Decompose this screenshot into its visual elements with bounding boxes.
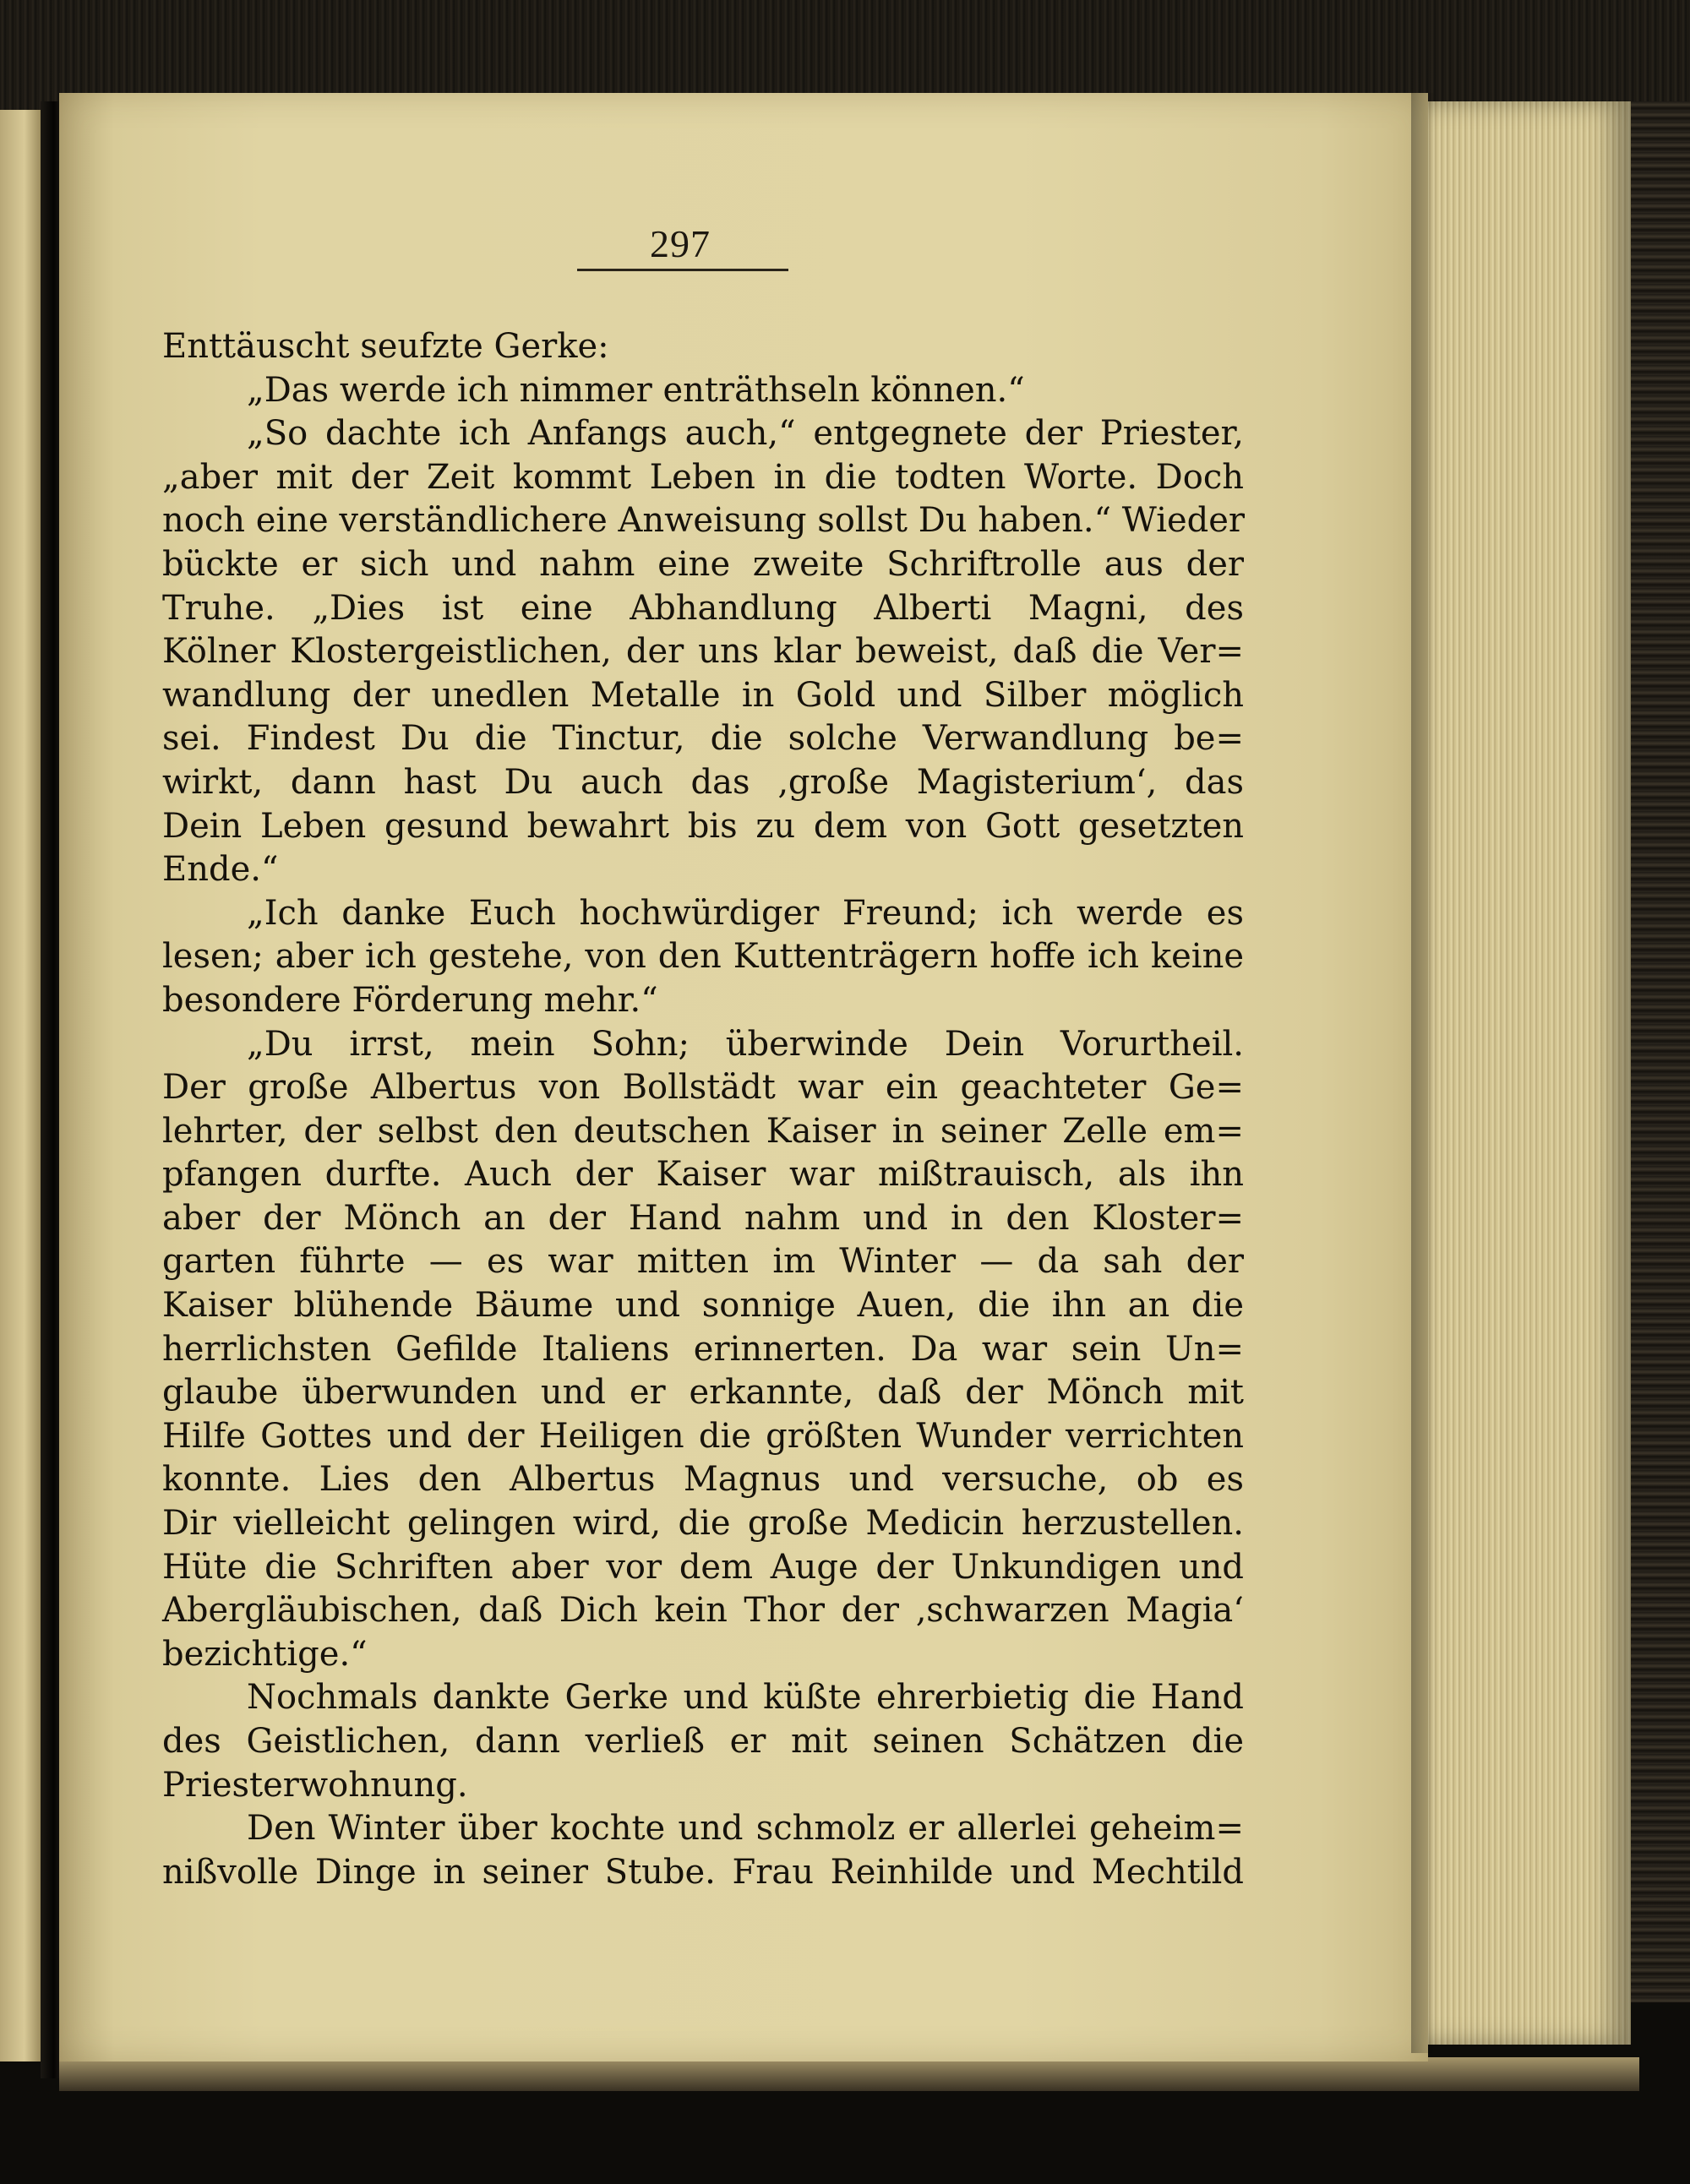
left-page-edge (0, 110, 41, 2061)
text-line: „Ich danke Euch hochwürdiger Freund; ich werde es (247, 893, 1244, 933)
text-line: Kölner Klostergeistlichen, der uns klar beweist, daß die Ver= (162, 632, 1244, 672)
text-line: sei. Findest Du die Tinctur, die solche Verwandlung be= (162, 719, 1244, 759)
text-line: Dein Leben gesund bewahrt bis zu dem von Gott gesetzten (162, 806, 1244, 846)
text-line: „So dachte ich Anfangs auch,“ entgegnete der Priester, (247, 414, 1244, 454)
text-line: lesen; aber ich gestehe, von den Kuttenträgern hoffe ich keine (162, 937, 1244, 977)
text-line: konnte. Lies den Albertus Magnus und versuche, ob es (162, 1460, 1244, 1500)
text-line: des Geistlichen, dann verließ er mit seinen Schätzen die (162, 1722, 1244, 1761)
text-line: Hüte die Schriften aber vor dem Auge der Unkundigen und (162, 1547, 1244, 1587)
text-line: wandlung der unedlen Metalle in Gold und Silber möglich (162, 675, 1244, 715)
text-line: bezichtige.“ (162, 1634, 368, 1674)
text-line: Abergläubischen, daß Dich kein Thor der ‚schwarzen Magia‘ (162, 1591, 1244, 1631)
text-line: aber der Mönch an der Hand nahm und in den Kloster= (162, 1198, 1244, 1238)
page-number: 297 (650, 222, 711, 265)
text-line: Priesterwohnung. (162, 1765, 468, 1805)
text-line: wirkt, dann hast Du auch das ‚große Magisterium‘, das (162, 762, 1244, 802)
text-line: Truhe. „Dies ist eine Abhandlung Alberti Magni, des (162, 588, 1244, 628)
text-line: Nochmals dankte Gerke und küßte ehrerbietig die Hand (247, 1678, 1244, 1718)
text-line: Enttäuscht seufzte Gerke: (162, 327, 609, 366)
text-line: besondere Förderung mehr.“ (162, 980, 658, 1020)
text-line: „Das werde ich nimmer enträthseln können.“ (247, 370, 1025, 410)
text-line: herrlichsten Gefilde Italiens erinnerten. Da war sein Un= (162, 1329, 1244, 1369)
text-line: lehrter, der selbst den deutschen Kaiser in seiner Zelle em= (162, 1111, 1244, 1151)
text-line: noch eine verständlichere Anweisung sollst Du haben.“ Wieder (162, 501, 1246, 541)
text-line: garten führte — es war mitten im Winter — da sah der (162, 1242, 1244, 1282)
book-bottom-edge (59, 2057, 1639, 2091)
text-line: Der große Albertus von Bollstädt war ein geachteter Ge= (162, 1068, 1244, 1108)
page-edges-stack (1420, 101, 1631, 2045)
page-shadow (1411, 93, 1436, 2053)
page-number-rule (577, 269, 788, 271)
text-line: Kaiser blühende Bäume und sonnige Auen, die ihn an die (162, 1286, 1244, 1326)
text-line: Dir vielleicht gelingen wird, die große Medicin herzustellen. (162, 1504, 1244, 1544)
background-right (1631, 101, 1690, 2002)
text-line: glaube überwunden und er erkannte, daß der Mönch mit (162, 1373, 1244, 1413)
body-text (162, 325, 1244, 1894)
text-line: „Du irrst, mein Sohn; überwinde Dein Vorurtheil. (247, 1024, 1244, 1064)
text-line: bückte er sich und nahm eine zweite Schriftrolle aus der (162, 544, 1244, 584)
text-line: Hilfe Gottes und der Heiligen die größten Wunder verrichten (162, 1416, 1244, 1456)
text-line: pfangen durfte. Auch der Kaiser war mißtrauisch, als ihn (162, 1155, 1244, 1195)
text-line: „aber mit der Zeit kommt Leben in die todten Worte. Doch (162, 457, 1244, 497)
text-line: Ende.“ (162, 850, 279, 890)
text-line: nißvolle Dinge in seiner Stube. Frau Reinhilde und Mechtild (162, 1852, 1244, 1892)
text-line: Den Winter über kochte und schmolz er allerlei geheim= (247, 1809, 1244, 1849)
